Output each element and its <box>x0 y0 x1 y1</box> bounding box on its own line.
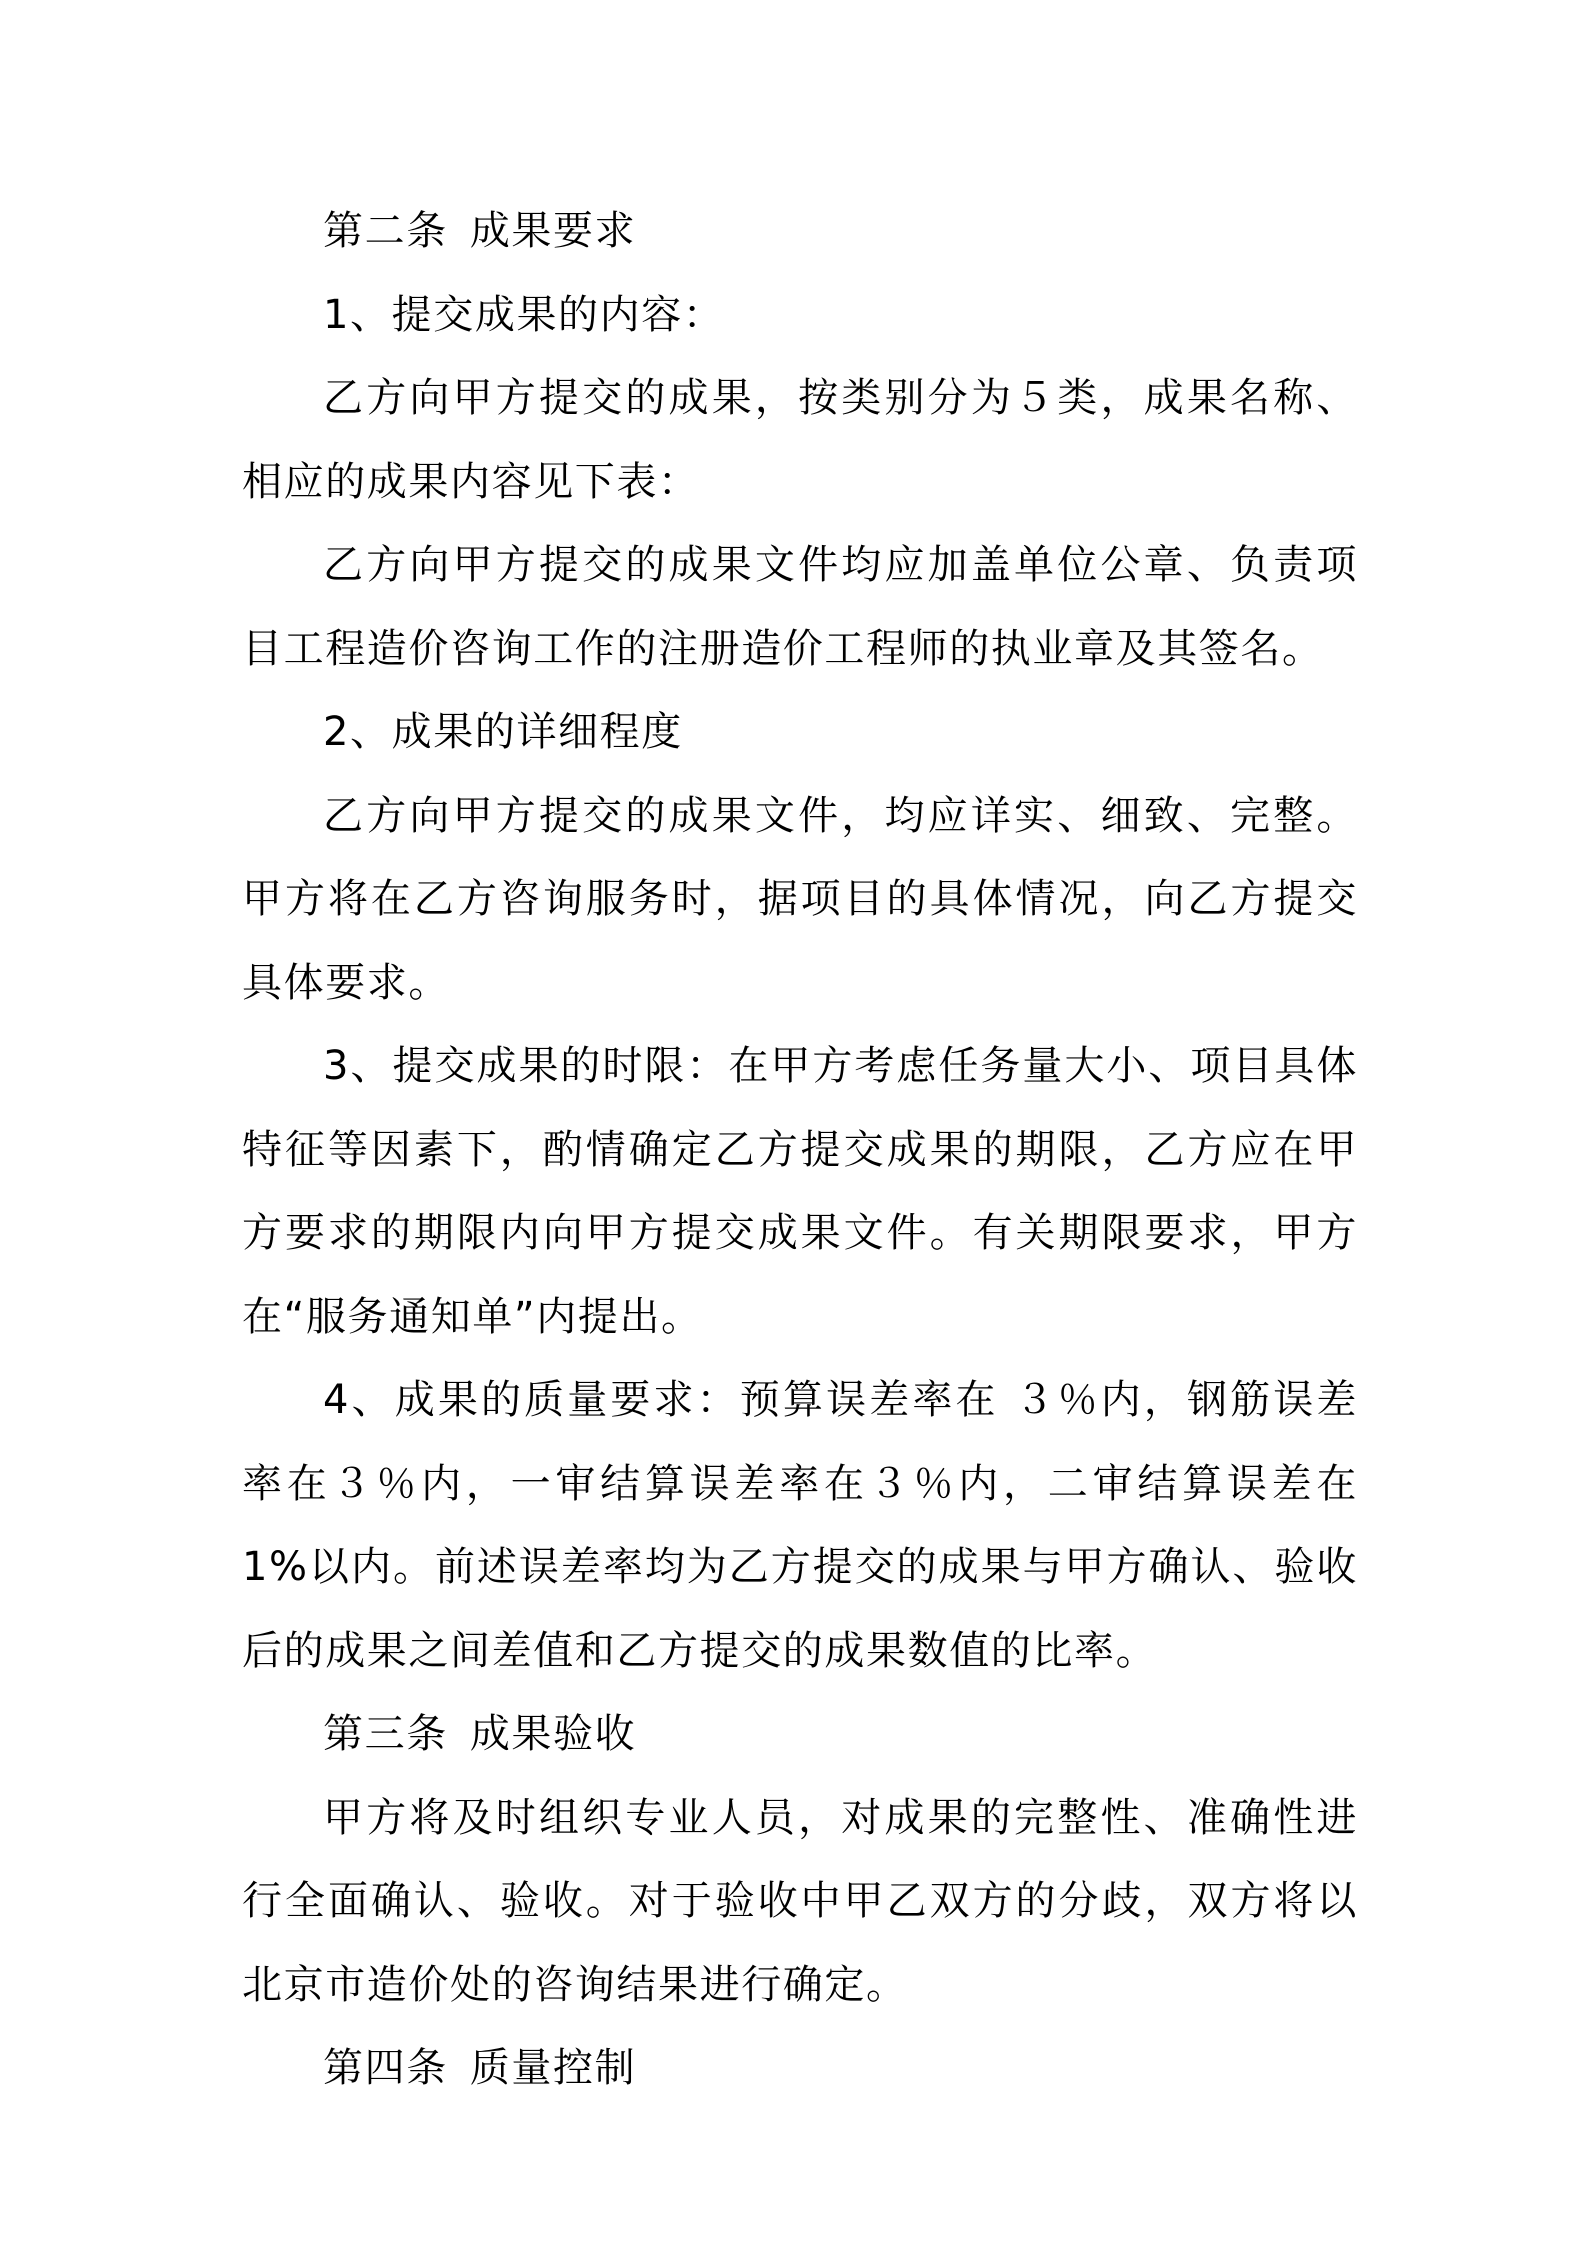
article-3-title: 成果验收 <box>469 1711 637 1757</box>
item-2-paragraph: 乙方向甲方提交的成果文件，均应详实、细致、完整。甲方将在乙方咨询服务时，据项目的具体情况，向乙方提交具体要求。 <box>242 792 1358 1006</box>
article-4-heading <box>242 2027 1358 2111</box>
article-4-title: 质量控制 <box>469 2045 637 2091</box>
article-2-title: 成果要求 <box>469 208 637 254</box>
item-3-paragraph: 3、提交成果的时限：在甲方考虑任务量大小、项目具体特征等因素下，酌情确定乙方提交成果的期限，乙方应在甲方要求的期限内向甲方提交成果文件。有关期限要求，甲方在“服务通知单”内提出。 <box>242 1043 1358 1340</box>
article-3-paragraph: 甲方将及时组织专业人员，对成果的完整性、准确性进行全面确认、验收。对于验收中甲乙双方的分歧，双方将以北京市造价处的咨询结果进行确定。 <box>242 1794 1358 2008</box>
item-1-paragraph-2: 乙方向甲方提交的成果文件均应加盖单位公章、负责项目工程造价咨询工作的注册造价工程师的执业章及其签名。 <box>242 542 1358 672</box>
article-4-number: 第四条 <box>323 2045 448 2091</box>
item-4-paragraph: 4、成果的质量要求：预算误差率在 ３％内，钢筋误差率在３％内，一审结算误差率在３％内，二审结算误差在 1%以内。前述误差率均为乙方提交的成果与甲方确认、验收后的成果之间差值和乙方提交的成果数值的比率。 <box>242 1377 1358 1674</box>
document-body <box>242 190 1358 2111</box>
item-1-paragraph-1: 乙方向甲方提交的成果，按类别分为５类，成果名称、相应的成果内容见下表： <box>242 375 1358 505</box>
article-2-number: 第二条 <box>323 208 448 254</box>
item-1-heading: 1、提交成果的内容： <box>323 291 725 338</box>
item-2-heading: 2、成果的详细程度 <box>323 709 683 755</box>
article-3-number: 第三条 <box>323 1711 448 1757</box>
article-2-heading <box>242 190 1358 274</box>
article-3-heading <box>242 1693 1358 1777</box>
